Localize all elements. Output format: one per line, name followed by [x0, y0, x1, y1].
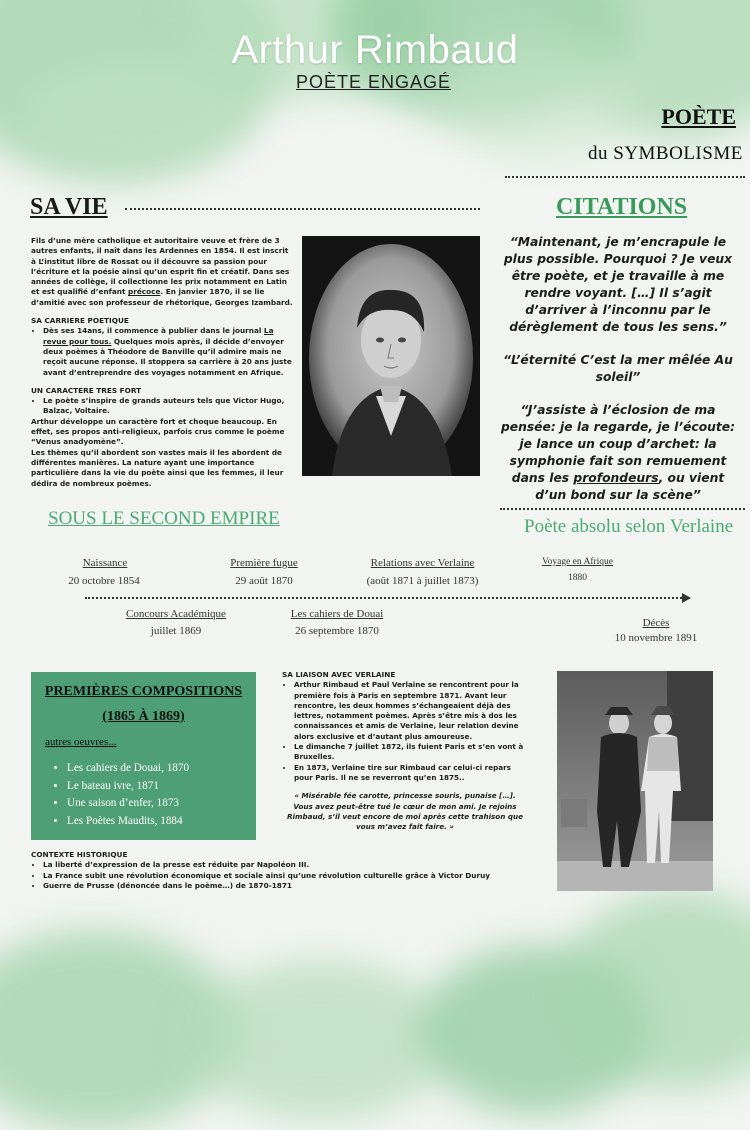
sa-vie-intro: Fils d’une mère catholique et autoritaire veuve et frère de 3 autres enfants, il naît dans les Ardennes en 1854. Il est inscrit à L’institut libre de Rossat ou il découvre sa passion pour l’écriture et la poésie ainsi qu’un esprit fin et créatif. Dans ses années de collège, il collectionne les prix notamment en Latin et est qualifié d’enfant précoce. En janvier 1870, il se lie d’amitié avec son professeur de rhétorique, Georges Izambard.	[31, 236, 293, 307]
timeline-label: Voyage en Afrique	[541, 557, 614, 567]
timeline-date: juillet 1869	[150, 625, 202, 637]
timeline-date: (août 1871 à juillet 1873)	[366, 575, 479, 587]
timeline-date: 26 septembre 1870	[295, 625, 379, 637]
list-item: • Le dimanche 7 juillet 1872, ils fuient Paris et s’en vont à Bruxelles.	[294, 742, 528, 763]
list-item: • Les Poètes Maudits, 1884	[67, 813, 189, 831]
timeline-line	[85, 597, 685, 599]
liaison-section	[282, 670, 528, 832]
divider-dots	[125, 208, 480, 210]
rimbaud-verlaine-photo	[557, 671, 713, 891]
timeline-label: Les cahiers de Douai	[290, 608, 384, 620]
list-item: • Guerre de Prusse (dénoncée dans le poème…) de 1870-1871	[43, 881, 551, 891]
timeline-label: Décès	[642, 617, 670, 629]
list-item: • En 1873, Verlaine tire sur Rimbaud car celui-ci repars pour Paris. Il ne se reverront qu’en 1875..	[294, 763, 528, 784]
timeline-date: 1880	[568, 573, 587, 583]
list-item: • Les cahiers de Douai, 1870	[67, 760, 189, 778]
list-item: • La liberté d’expression de la presse est réduite par Napoléon III.	[43, 860, 551, 870]
citation-3: “J’assiste à l’éclosion de ma pensée: je la regarde, je l’écoute: je lance un coup d’archet: la symphonie fait son remuement dans les profondeurs, ou vient d’un bond sur la scène”	[500, 403, 736, 502]
sa-vie-heading: SA VIE	[30, 194, 108, 220]
list-item: • La France subit une révolution économique et sociale ainsi qu’une révolution culturelle grâce à Victor Duruy	[43, 871, 551, 881]
caractere-p1: Arthur développe un caractère fort et choque beaucoup. En effet, ses propos anti-religieux, parfois crus comme le poème “Venus anadyomène”.	[31, 416, 285, 447]
citation-1: “Maintenant, je m’encrapule le plus possible. Pourquoi ? Je veux être poète, et je travaille à me rendre voyant. […] Il s’agit d’arriver à l’inconnu par le dérèglement de tous les sens.”	[503, 235, 733, 334]
caractere-item: • Le poète s’inspire de grands auteurs tels que Victor Hugo, Balzac, Voltaire.	[43, 396, 293, 417]
timeline-label: Naissance	[82, 557, 128, 569]
compositions-box	[31, 672, 256, 840]
timeline-date: 20 octobre 1854	[68, 575, 140, 587]
page-subtitle: POÈTE ENGAGÉ	[296, 72, 452, 92]
oeuvres-list	[57, 760, 189, 830]
list-item: • Une saison d’enfer, 1873	[67, 795, 189, 813]
contexte-title: CONTEXTE HISTORIQUE	[31, 850, 128, 859]
timeline-label: Concours Académique	[126, 608, 226, 620]
citation-2: “L’éternité C’est la mer mêlée Au soleil”	[503, 353, 733, 384]
timeline-arrow-icon	[682, 593, 691, 603]
citations-list	[500, 234, 736, 520]
poete-label: POÈTE	[661, 104, 736, 129]
caractere-title: UN CARACTERE TRES FORT	[31, 385, 142, 395]
poete-absolu-heading: Poète absolu selon Verlaine	[524, 516, 734, 537]
autres-oeuvres-label: autres oeuvres...	[45, 736, 117, 748]
timeline-label: Relations avec Verlaine	[370, 557, 475, 569]
citations-heading: CITATIONS	[556, 194, 688, 220]
compositions-years: (1865 À 1869)	[102, 709, 185, 724]
divider-dots	[500, 508, 745, 510]
verlaine-quote: « Misérable fée carotte, princesse souris, punaise […]. Vous avez peut-être tué le cœur de mon ami. Je rejoins Rimbaud, s’il veut encore de moi après cette trahison que vous m’avez fait faire. »	[286, 791, 524, 832]
liaison-title: SA LIAISON AVEC VERLAINE	[282, 670, 396, 679]
symbolisme-label: du SYMBOLISME	[588, 143, 743, 164]
list-item: • Le bateau ivre, 1871	[67, 778, 189, 796]
contexte-section	[31, 850, 551, 899]
compositions-title: PREMIÈRES COMPOSITIONS	[44, 684, 243, 699]
timeline-date: 29 août 1870	[235, 575, 293, 587]
page-title: Arthur Rimbaud	[231, 28, 519, 72]
divider-dots	[505, 176, 745, 178]
timeline-label: Première fugue	[230, 557, 298, 569]
carriere-title: SA CARRIERE POETIQUE	[31, 316, 129, 326]
timeline-date: 10 novembre 1891	[614, 632, 698, 644]
caractere-p2: Les thèmes qu’il abordent son vastes mais il les abordent de différentes manières. La nature ayant une importance particulière dans la vie du poète ainsi que les femmes, il leur dédira de nombreux poèmes.	[31, 447, 284, 488]
carriere-item: • Dès ses 14ans, il commence à publier dans le journal La revue pour tous. Quelques mois après, il décide d’envoyer deux poèmes à Théodore de Banville qu’il admire mais ne reçoit aucune réponse. Il stoppera sa carrière à 20 ans juste avant d’entreprendre des voyages notamment en Afrique.	[43, 326, 293, 377]
second-empire-heading: SOUS LE SECOND EMPIRE	[48, 508, 280, 529]
sa-vie-text	[31, 236, 293, 489]
rimbaud-portrait-photo	[302, 236, 480, 476]
list-item: • Arthur Rimbaud et Paul Verlaine se rencontrent pour la première fois à Paris en septembre 1871. Avant leur rencontre, les deux hommes s’échangeaient déjà des lettres, notamment poèmes. Après s’être mis à dos les connaissances et amis de Verlaine, leur relation devine alors exclusive et d’autant plus amoureuse.	[294, 680, 528, 742]
